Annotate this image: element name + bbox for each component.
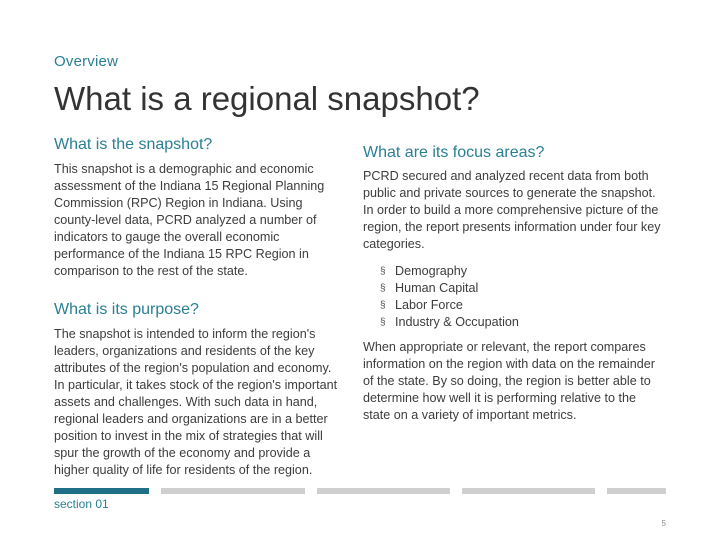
footer-divider-bar <box>462 488 595 494</box>
purpose-paragraph: The snapshot is intended to inform the region's leaders, organizations and residents of the key attributes of the region's population and economy. In particular, it takes stock of the region's important assets and challenges. With such data in hand, regional leaders and organizations are in a better position to invest in the mix of strategies that will spur the growth of the economy and provide a higher quality of life for residents of the region. <box>54 327 338 477</box>
bullet-icon: § <box>380 283 386 294</box>
focus-bullet-list <box>363 263 665 331</box>
bullet-icon: § <box>380 266 386 277</box>
left-column <box>54 135 344 479</box>
purpose-heading: What is its purpose? <box>54 301 199 318</box>
focus-heading: What are its focus areas? <box>363 144 545 161</box>
snapshot-paragraph: This snapshot is a demographic and economic assessment of the Indiana 15 Regional Planning Commission (RPC) Region in Indiana. Using county-level data, PCRD analyzed a number of indicators to gauge the overall economic performance of the Indiana 15 RPC Region in comparison to the rest of the state. <box>54 162 325 278</box>
footer-divider-bar <box>607 488 666 494</box>
list-item <box>380 314 665 331</box>
footer-accent-bar <box>54 488 149 494</box>
list-item <box>380 263 665 280</box>
section-overline: Overview <box>54 53 119 70</box>
snapshot-heading: What is the snapshot? <box>54 136 213 153</box>
list-item-label: Labor Force <box>395 298 463 312</box>
bullet-icon: § <box>380 317 386 328</box>
focus-paragraph: PCRD secured and analyzed recent data from both public and private sources to generate the snapshot. In order to build a more comprehensive picture of the region, the report presents information under four key categories. <box>363 169 661 251</box>
right-column <box>363 143 665 424</box>
list-item-label: Human Capital <box>395 281 479 295</box>
comparison-paragraph: When appropriate or relevant, the report compares information on the region with data on the remainder of the state. By so doing, the region is better able to determine how well it is performing relative to the state on a variety of important metrics. <box>363 340 655 422</box>
list-item <box>380 280 665 297</box>
page-title: What is a regional snapshot? <box>54 80 480 117</box>
footer-divider-bar <box>317 488 450 494</box>
list-item-label: Industry & Occupation <box>395 315 519 329</box>
bullet-icon: § <box>380 300 386 311</box>
footer-divider-bar <box>161 488 305 494</box>
section-label: section 01 <box>54 497 109 511</box>
list-item-label: Demography <box>395 264 468 278</box>
list-item <box>380 297 665 314</box>
page-number: 5 <box>661 519 666 528</box>
